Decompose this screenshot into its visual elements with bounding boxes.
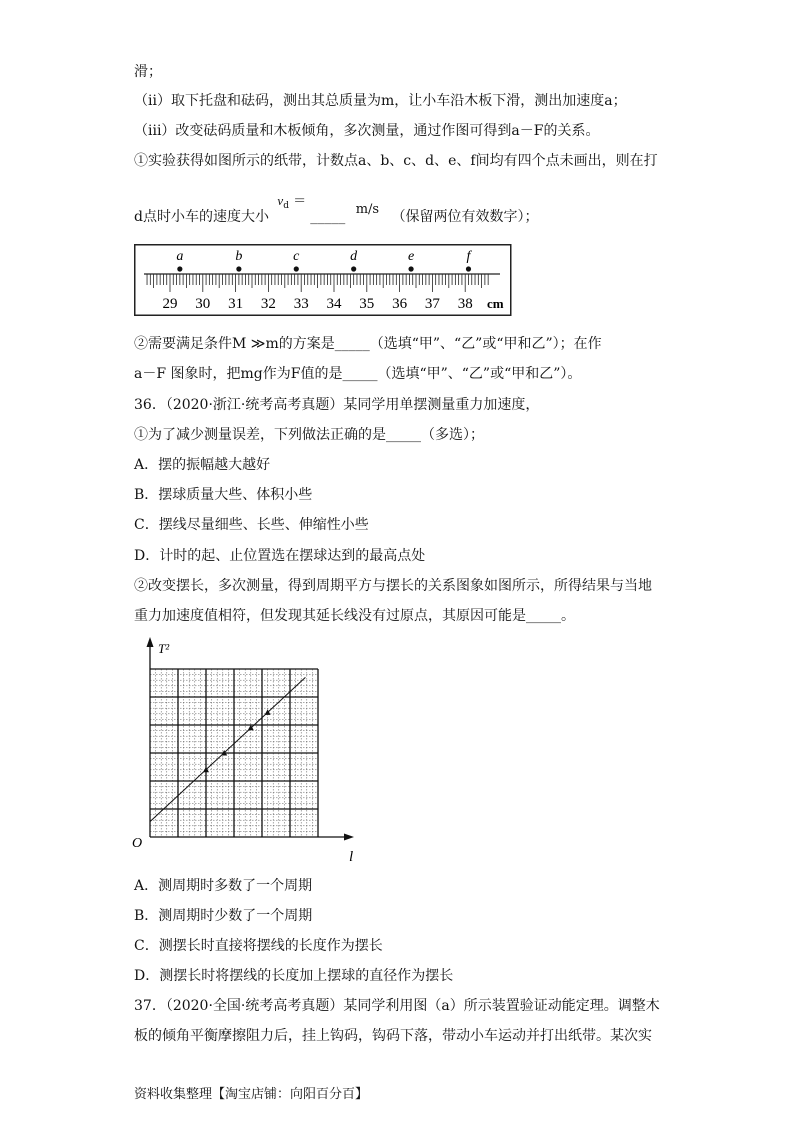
- tape-point-label: d: [350, 249, 358, 264]
- tape-number-label: 31: [228, 296, 244, 312]
- tape-number-label: 32: [260, 296, 276, 312]
- y-axis-label: T²: [158, 641, 170, 656]
- option-b: B．摆球质量大些、体积小些: [134, 487, 313, 503]
- text-line: 重力加速度值相符，但发现其延长线没有过原点，其原因可能是_____。: [134, 608, 575, 624]
- option-c: C．摆线尽量细些、长些、伸缩性小些: [134, 517, 369, 533]
- text-line: ①实验获得如图所示的纸带，计数点a、b、c、d、e、f间均有四个点未画出，则在打: [134, 153, 658, 169]
- tape-number-label: 30: [195, 296, 211, 312]
- option-c: C．测摆长时直接将摆线的长度作为摆长: [134, 938, 383, 954]
- x-axis-arrow: [344, 834, 354, 841]
- tape-number-label: 38: [457, 296, 473, 312]
- tape-count-point: [466, 266, 471, 271]
- answer-blank: _____: [310, 209, 346, 225]
- tape-number-label: 33: [293, 296, 309, 312]
- text-line: 板的倾角平衡摩擦阻力后，挂上钩码，钩码下落，带动小车运动并打出纸带。某次实: [134, 1028, 652, 1044]
- text-line: （ii）取下托盘和砝码，测出其总质量为m，让小车沿木板下滑，测出加速度a；: [134, 93, 627, 109]
- origin-label: O: [132, 836, 143, 851]
- tape-number-label: 29: [162, 296, 178, 312]
- question-36-title: 36．（2020·浙江·统考高考真题）某同学用单摆测量重力加速度，: [134, 397, 540, 413]
- tape-count-point: [408, 266, 413, 271]
- question-37-title: 37．（2020·全国·统考高考真题）某同学利用图（a）所示装置验证动能定理。调整木: [134, 998, 660, 1014]
- paper-tape-figure: [134, 244, 519, 316]
- fitted-line: [150, 677, 305, 821]
- text-line: 滑；: [134, 64, 162, 80]
- option-d: D．计时的起、止位置选在摆球达到的最高点处: [134, 548, 426, 564]
- tape-number-label: 36: [392, 296, 408, 312]
- tape-count-point: [294, 266, 299, 271]
- text-line: a－F 图象时，把mg作为F值的是_____（选填“甲”、“乙”或“甲和乙”）。: [134, 366, 582, 382]
- text-line: ①为了减少测量误差，下列做法正确的是_____（多选）；: [134, 427, 484, 443]
- tape-number-label: 37: [424, 296, 440, 312]
- velocity-question-prefix: d点时小车的速度大小: [134, 209, 269, 225]
- tape-unit-label: cm: [487, 296, 504, 311]
- tape-frame: [135, 245, 511, 316]
- option-b: B．测周期时少数了一个周期: [134, 908, 313, 924]
- text-line: （iii）改变砝码质量和木板倾角，多次测量，通过作图可得到a－F的关系。: [134, 123, 600, 139]
- tape-point-label: e: [407, 249, 415, 264]
- tape-point-label: c: [293, 249, 300, 264]
- option-a: A．摆的振幅越大越好: [134, 457, 271, 473]
- y-axis-arrow: [147, 637, 154, 647]
- tape-point-label: b: [235, 249, 243, 264]
- tape-count-point: [351, 266, 356, 271]
- option-a: A．测周期时多数了一个周期: [134, 878, 313, 894]
- option-d: D．测摆长时将摆线的长度加上摆球的直径作为摆长: [134, 968, 454, 984]
- tape-number-label: 34: [326, 296, 342, 312]
- tape-count-point: [177, 266, 182, 271]
- velocity-subscript: d: [283, 201, 289, 211]
- t-squared-vs-length-graph: [128, 633, 358, 865]
- tape-number-label: 35: [359, 296, 375, 312]
- text-line: ②需要满足条件M ≫m的方案是_____（选填“甲”、“乙”或“甲和乙”）；在作: [134, 336, 602, 352]
- x-axis-label: l: [349, 849, 354, 865]
- velocity-question-line: [134, 193, 539, 229]
- text-line: ②改变摆长，多次测量，得到周期平方与摆长的关系图象如图所示，所得结果与当地: [134, 578, 652, 594]
- velocity-question-suffix: （保留两位有效数字）；: [391, 209, 539, 225]
- tape-point-label: a: [176, 249, 184, 264]
- tape-count-point: [236, 266, 241, 271]
- velocity-unit: m/s: [355, 202, 380, 217]
- footer-source: 资料收集整理【淘宝店铺：向阳百分百】: [134, 1087, 369, 1102]
- velocity-symbol: v: [277, 193, 284, 208]
- equals-sign: ＝: [293, 194, 307, 209]
- tape-point-label: f: [466, 249, 471, 264]
